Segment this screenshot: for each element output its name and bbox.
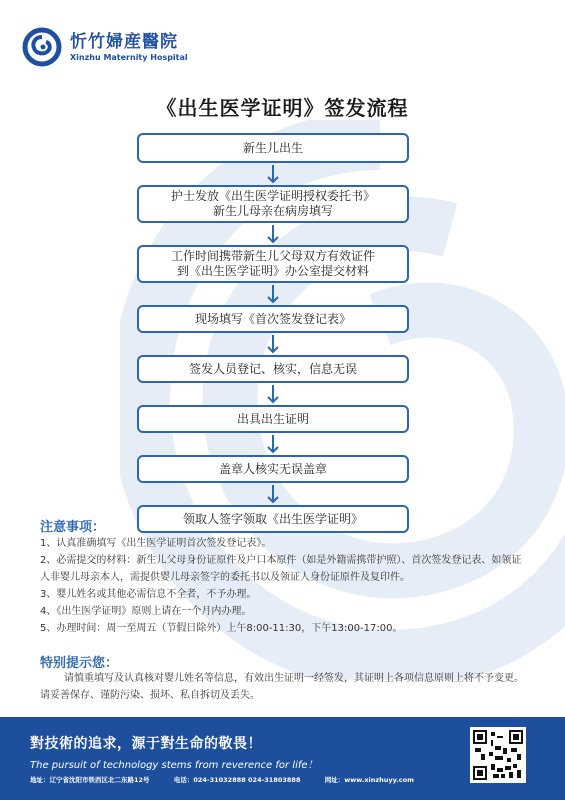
footer-banner [0, 717, 565, 800]
footer-slogan-cn: 對技術的追求，源于對生命的敬畏！ [30, 736, 262, 752]
footer-phone: 电话：024-31032888 024-31803888 [173, 776, 301, 784]
down-arrow-icon [266, 433, 280, 455]
flow-step-4 [137, 305, 409, 333]
flow-arrow-3 [137, 283, 409, 305]
flow-step-1-line-1: 新生儿出生 [242, 140, 303, 155]
tips-heading: 特别提示您： [40, 656, 119, 671]
flow-step-5 [137, 355, 409, 383]
flow-step-1 [137, 133, 409, 163]
flow-arrow-2 [137, 223, 409, 245]
flow-step-4-line-1: 现场填写《首次签发登记表》 [194, 311, 351, 326]
hospital-logo-icon [22, 27, 62, 67]
flow-arrow-6 [137, 433, 409, 455]
hospital-name-en: Xinzhu Maternity Hospital [70, 52, 188, 62]
flow-arrow-7 [137, 483, 409, 505]
tips-text: 请慎重填写及认真核对婴儿姓名等信息，有效出生证明一经签发，其证明上各项信息原则上将不予变更。请妥善保存、谨防污染、损坏、私自拆切及丢失。 [40, 673, 524, 701]
flow-step-3-line-2: 到《出生医学证明》办公室提交材料 [176, 264, 369, 278]
down-arrow-icon [266, 333, 280, 355]
flow-step-6 [137, 405, 409, 433]
notes-heading: 注意事项： [40, 520, 106, 535]
down-arrow-icon [266, 163, 280, 185]
flow-step-7 [137, 455, 409, 483]
footer-slogan-en: The pursuit of technology stems from reverence for life！ [30, 760, 318, 771]
notes-item-1: 1、认真准确填写《出生医学证明首次签发登记表》。 [40, 538, 272, 549]
footer-address: 地址：辽宁省沈阳市铁西区北二东路12号 [30, 776, 150, 784]
flow-step-2-line-1: 护士发放《出生医学证明授权委托书》 [170, 189, 375, 203]
footer-contact [30, 775, 436, 784]
flow-step-3 [137, 245, 409, 283]
process-flow [137, 133, 409, 533]
hospital-name-cn: 忻竹婦産醫院 [70, 31, 178, 52]
footer-website[interactable]: 网址：www.xinzhuyy.com [324, 776, 414, 784]
notes-item-4: 4、《出生医学证明》原则上请在一个月内办理。 [40, 606, 252, 617]
notes-list [40, 535, 530, 637]
flow-step-7-line-1: 盖章人核实无误盖章 [218, 461, 327, 476]
qr-code-icon [470, 727, 526, 783]
down-arrow-icon [266, 383, 280, 405]
down-arrow-icon [266, 223, 280, 245]
down-arrow-icon [266, 483, 280, 505]
flow-step-8-line-1: 领取人签字领取《出生医学证明》 [182, 511, 363, 526]
notes-item-3: 3、婴儿姓名或其他必需信息不全者，不予办理。 [40, 589, 257, 600]
flow-arrow-4 [137, 333, 409, 355]
down-arrow-icon [266, 283, 280, 305]
hospital-header [22, 24, 188, 70]
flow-step-6-line-1: 出具出生证明 [236, 411, 309, 426]
flow-arrow-5 [137, 383, 409, 405]
flow-step-2 [137, 185, 409, 223]
notes-item-5: 5、办理时间：周一至周五（节假日除外）上午8:00-11:30，下午13:00-17:00。 [40, 623, 403, 634]
flow-arrow-1 [137, 163, 409, 185]
flow-step-5-line-1: 签发人员登记、核实，信息无误 [188, 361, 357, 376]
notes-item-2: 2、必需提交的材料：新生儿父母身份证原件及户口本原件（如是外籍需携带护照）、首次签发登记表、如领证人非婴儿母亲本人，需提供婴儿母亲签字的委托书以及领证人身份证原件及复印件。 [40, 555, 522, 583]
flow-step-8 [137, 505, 409, 533]
flow-step-3-line-1: 工作时间携带新生儿父母双方有效证件 [170, 249, 375, 263]
page-title: 《出生医学证明》签发流程 [156, 96, 409, 120]
flow-step-2-line-2: 新生儿母亲在病房填写 [212, 204, 333, 218]
